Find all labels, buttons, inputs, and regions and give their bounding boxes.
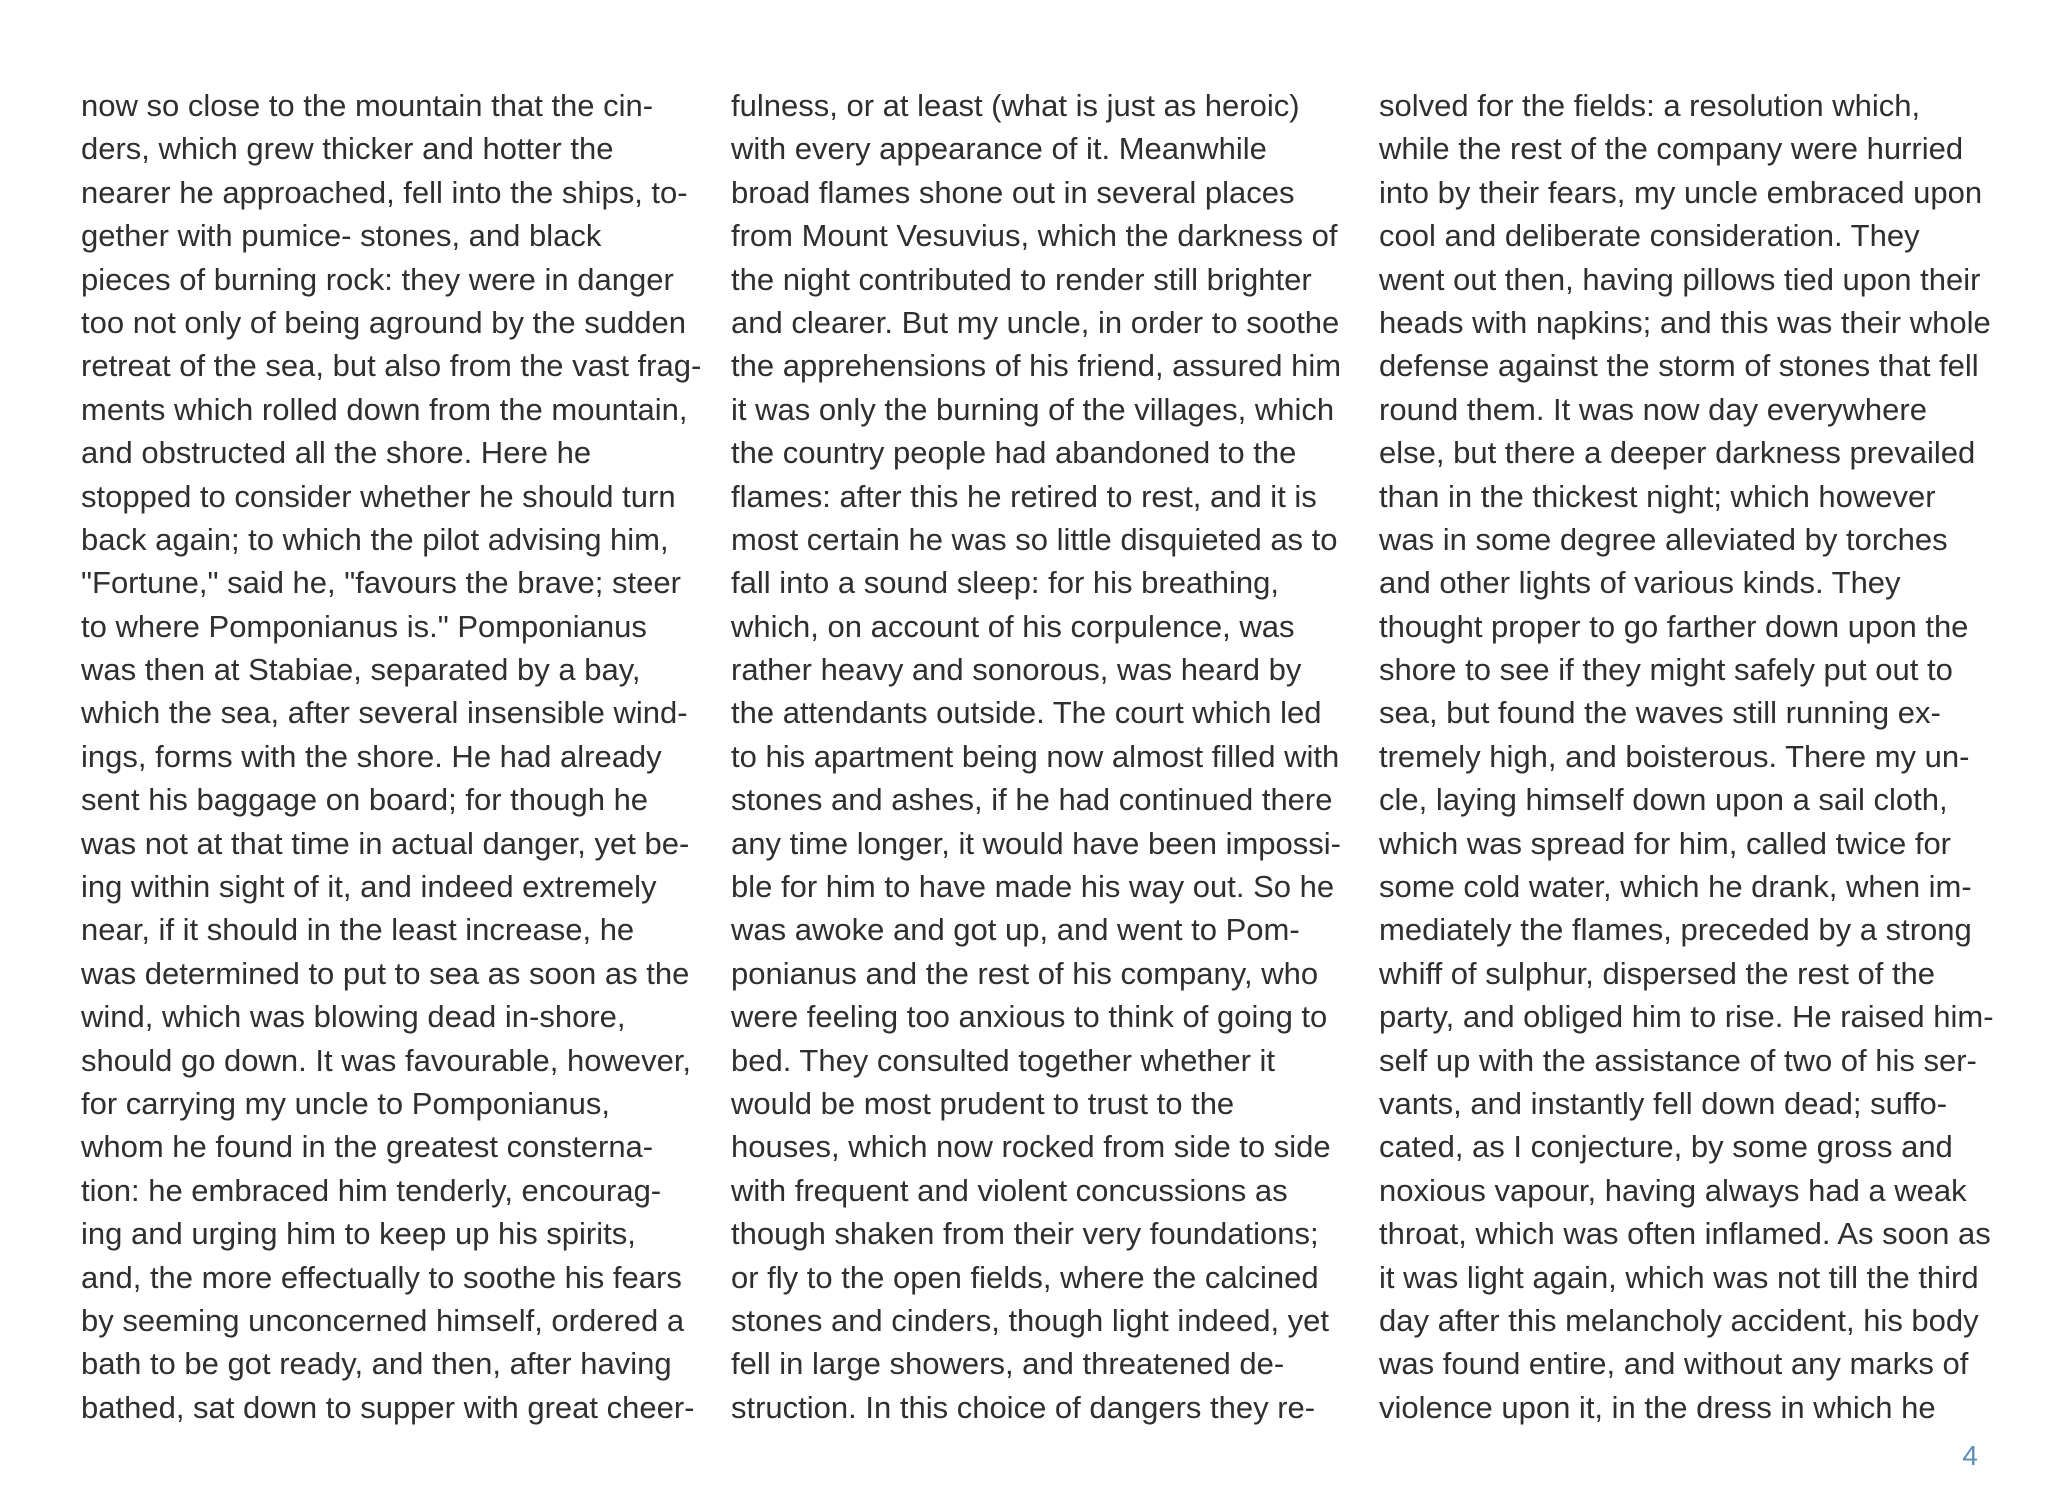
text-line: whom he found in the greatest consterna- — [81, 1129, 654, 1165]
text-line: else, but there a deeper darkness prevailed — [1379, 435, 1976, 471]
text-line: was not at that time in actual danger, yet be- — [81, 825, 690, 861]
text-line: tremely high, and boisterous. There my un- — [1379, 738, 1970, 774]
text-line: ponianus and the rest of his company, who — [731, 955, 1319, 991]
text-line: bed. They consulted together whether it — [731, 1042, 1275, 1078]
text-line: was found entire, and without any marks of — [1379, 1346, 1969, 1382]
text-line: into by their fears, my uncle embraced upon — [1379, 174, 1983, 210]
text-line: solved for the fields: a resolution which, — [1379, 88, 1921, 123]
text-line: mediately the flames, preceded by a strong — [1379, 912, 1972, 948]
text-line: the apprehensions of his friend, assured him — [731, 348, 1342, 384]
text-line: flames: after this he retired to rest, and it is — [731, 478, 1317, 514]
text-line: and obstructed all the shore. Here he — [81, 435, 592, 471]
text-line: were feeling too anxious to think of going to — [731, 999, 1328, 1035]
text-line: ble for him to have made his way out. So he — [731, 869, 1335, 905]
text-line: cool and deliberate consideration. They — [1379, 218, 1920, 254]
text-line: should go down. It was favourable, however, — [81, 1042, 692, 1078]
text-line: sea, but found the waves still running ex- — [1379, 695, 1941, 731]
text-line: was then at Stabiae, separated by a bay, — [81, 652, 641, 688]
text-line: bathed, sat down to supper with great cheer- — [81, 1389, 695, 1425]
page-number: 4 — [1962, 1440, 1978, 1471]
text-line: day after this melancholy accident, his body — [1379, 1302, 1979, 1338]
text-line: nearer he approached, fell into the ships, to- — [81, 174, 688, 210]
text-line: party, and obliged him to rise. He raised him- — [1379, 999, 1994, 1035]
text-line: retreat of the sea, but also from the vast frag- — [81, 348, 702, 384]
text-line: wind, which was blowing dead in-shore, — [81, 999, 626, 1035]
text-line: which, on account of his corpulence, was — [731, 608, 1295, 644]
text-line: vants, and instantly fell down dead; suffo- — [1379, 1085, 1948, 1121]
text-line: most certain he was so little disquieted as to — [731, 521, 1338, 557]
text-line: was determined to put to sea as soon as the — [81, 955, 690, 991]
text-line: heads with napkins; and this was their whole — [1379, 304, 1991, 340]
text-line: or fly to the open fields, where the calcined — [731, 1259, 1319, 1295]
text-line: noxious vapour, having always had a weak — [1379, 1172, 1967, 1208]
text-line: ing within sight of it, and indeed extremely — [81, 869, 657, 905]
text-line: fell in large showers, and threatened de- — [731, 1346, 1285, 1382]
text-line: "Fortune," said he, "favours the brave; steer — [81, 565, 681, 601]
text-line: it was only the burning of the villages, which — [731, 391, 1335, 427]
text-line: cle, laying himself down upon a sail cloth, — [1379, 782, 1948, 818]
text-column-2 — [731, 84, 1351, 1429]
text-line: fulness, or at least (what is just as heroic) — [731, 88, 1300, 123]
text-line: than in the thickest night; which however — [1379, 478, 1936, 514]
text-line: with every appearance of it. Meanwhile — [731, 131, 1267, 167]
text-line: and clearer. But my uncle, in order to soothe — [731, 304, 1340, 340]
text-line: was in some degree alleviated by torches — [1379, 521, 1948, 557]
text-line: went out then, having pillows tied upon their — [1379, 261, 1981, 297]
text-line: fall into a sound sleep: for his breathing, — [731, 565, 1280, 601]
text-line: now so close to the mountain that the cin- — [81, 88, 654, 123]
text-line: though shaken from their very foundations; — [731, 1216, 1319, 1252]
text-line: violence upon it, in the dress in which he — [1379, 1389, 1936, 1425]
text-line: too not only of being aground by the sudden — [81, 304, 686, 340]
text-line: stones and cinders, though light indeed, yet — [731, 1302, 1330, 1338]
text-line: round them. It was now day everywhere — [1379, 391, 1927, 427]
text-line: would be most prudent to trust to the — [731, 1085, 1235, 1121]
text-line: gether with pumice- stones, and black — [81, 218, 602, 254]
text-line: shore to see if they might safely put out to — [1379, 652, 1953, 688]
text-column-1 — [81, 84, 701, 1429]
text-line: which was spread for him, called twice for — [1379, 825, 1952, 861]
text-line: defense against the storm of stones that fell — [1379, 348, 1979, 384]
text-line: houses, which now rocked from side to side — [731, 1129, 1331, 1165]
text-line: near, if it should in the least increase, he — [81, 912, 635, 948]
text-line: to where Pomponianus is." Pomponianus — [81, 608, 647, 644]
text-line: rather heavy and sonorous, was heard by — [731, 652, 1302, 688]
text-line: some cold water, which he drank, when im- — [1379, 869, 1972, 905]
text-line: thought proper to go farther down upon the — [1379, 608, 1969, 644]
text-line: by seeming unconcerned himself, ordered a — [81, 1302, 685, 1338]
text-line: struction. In this choice of dangers they re- — [731, 1389, 1316, 1425]
text-line: whiff of sulphur, dispersed the rest of the — [1379, 955, 1936, 991]
text-line: any time longer, it would have been impossi- — [731, 825, 1341, 861]
text-line: ing and urging him to keep up his spirits, — [81, 1216, 636, 1252]
text-line: the attendants outside. The court which led — [731, 695, 1322, 731]
text-line: throat, which was often inflamed. As soon as — [1379, 1216, 1991, 1252]
text-line: cated, as I conjecture, by some gross and — [1379, 1129, 1953, 1165]
text-line: was awoke and got up, and went to Pom- — [731, 912, 1300, 948]
text-line: stones and ashes, if he had continued there — [731, 782, 1333, 818]
text-line: for carrying my uncle to Pomponianus, — [81, 1085, 610, 1121]
text-line: tion: he embraced him tenderly, encourag- — [81, 1172, 662, 1208]
text-line: and other lights of various kinds. They — [1379, 565, 1901, 601]
text-line: self up with the assistance of two of his ser- — [1379, 1042, 1977, 1078]
text-line: broad flames shone out in several places — [731, 174, 1295, 210]
text-line: bath to be got ready, and then, after having — [81, 1346, 672, 1382]
text-line: ders, which grew thicker and hotter the — [81, 131, 614, 167]
text-line: stopped to consider whether he should turn — [81, 478, 676, 514]
text-line: which the sea, after several insensible wind- — [81, 695, 688, 731]
text-line: while the rest of the company were hurried — [1379, 131, 1964, 167]
text-line: back again; to which the pilot advising him, — [81, 521, 669, 557]
text-line: ings, forms with the shore. He had already — [81, 738, 662, 774]
text-line: with frequent and violent concussions as — [731, 1172, 1288, 1208]
text-line: and, the more effectually to soothe his fears — [81, 1259, 682, 1295]
text-line: sent his baggage on board; for though he — [81, 782, 649, 818]
text-line: the night contributed to render still brighter — [731, 261, 1312, 297]
text-line: from Mount Vesuvius, which the darkness of — [731, 218, 1338, 254]
text-line: the country people had abandoned to the — [731, 435, 1297, 471]
text-line: ments which rolled down from the mountain, — [81, 391, 688, 427]
text-line: pieces of burning rock: they were in danger — [81, 261, 674, 297]
text-column-3 — [1379, 84, 1999, 1429]
text-line: to his apartment being now almost filled with — [731, 738, 1340, 774]
text-line: it was light again, which was not till the third — [1379, 1259, 1979, 1295]
